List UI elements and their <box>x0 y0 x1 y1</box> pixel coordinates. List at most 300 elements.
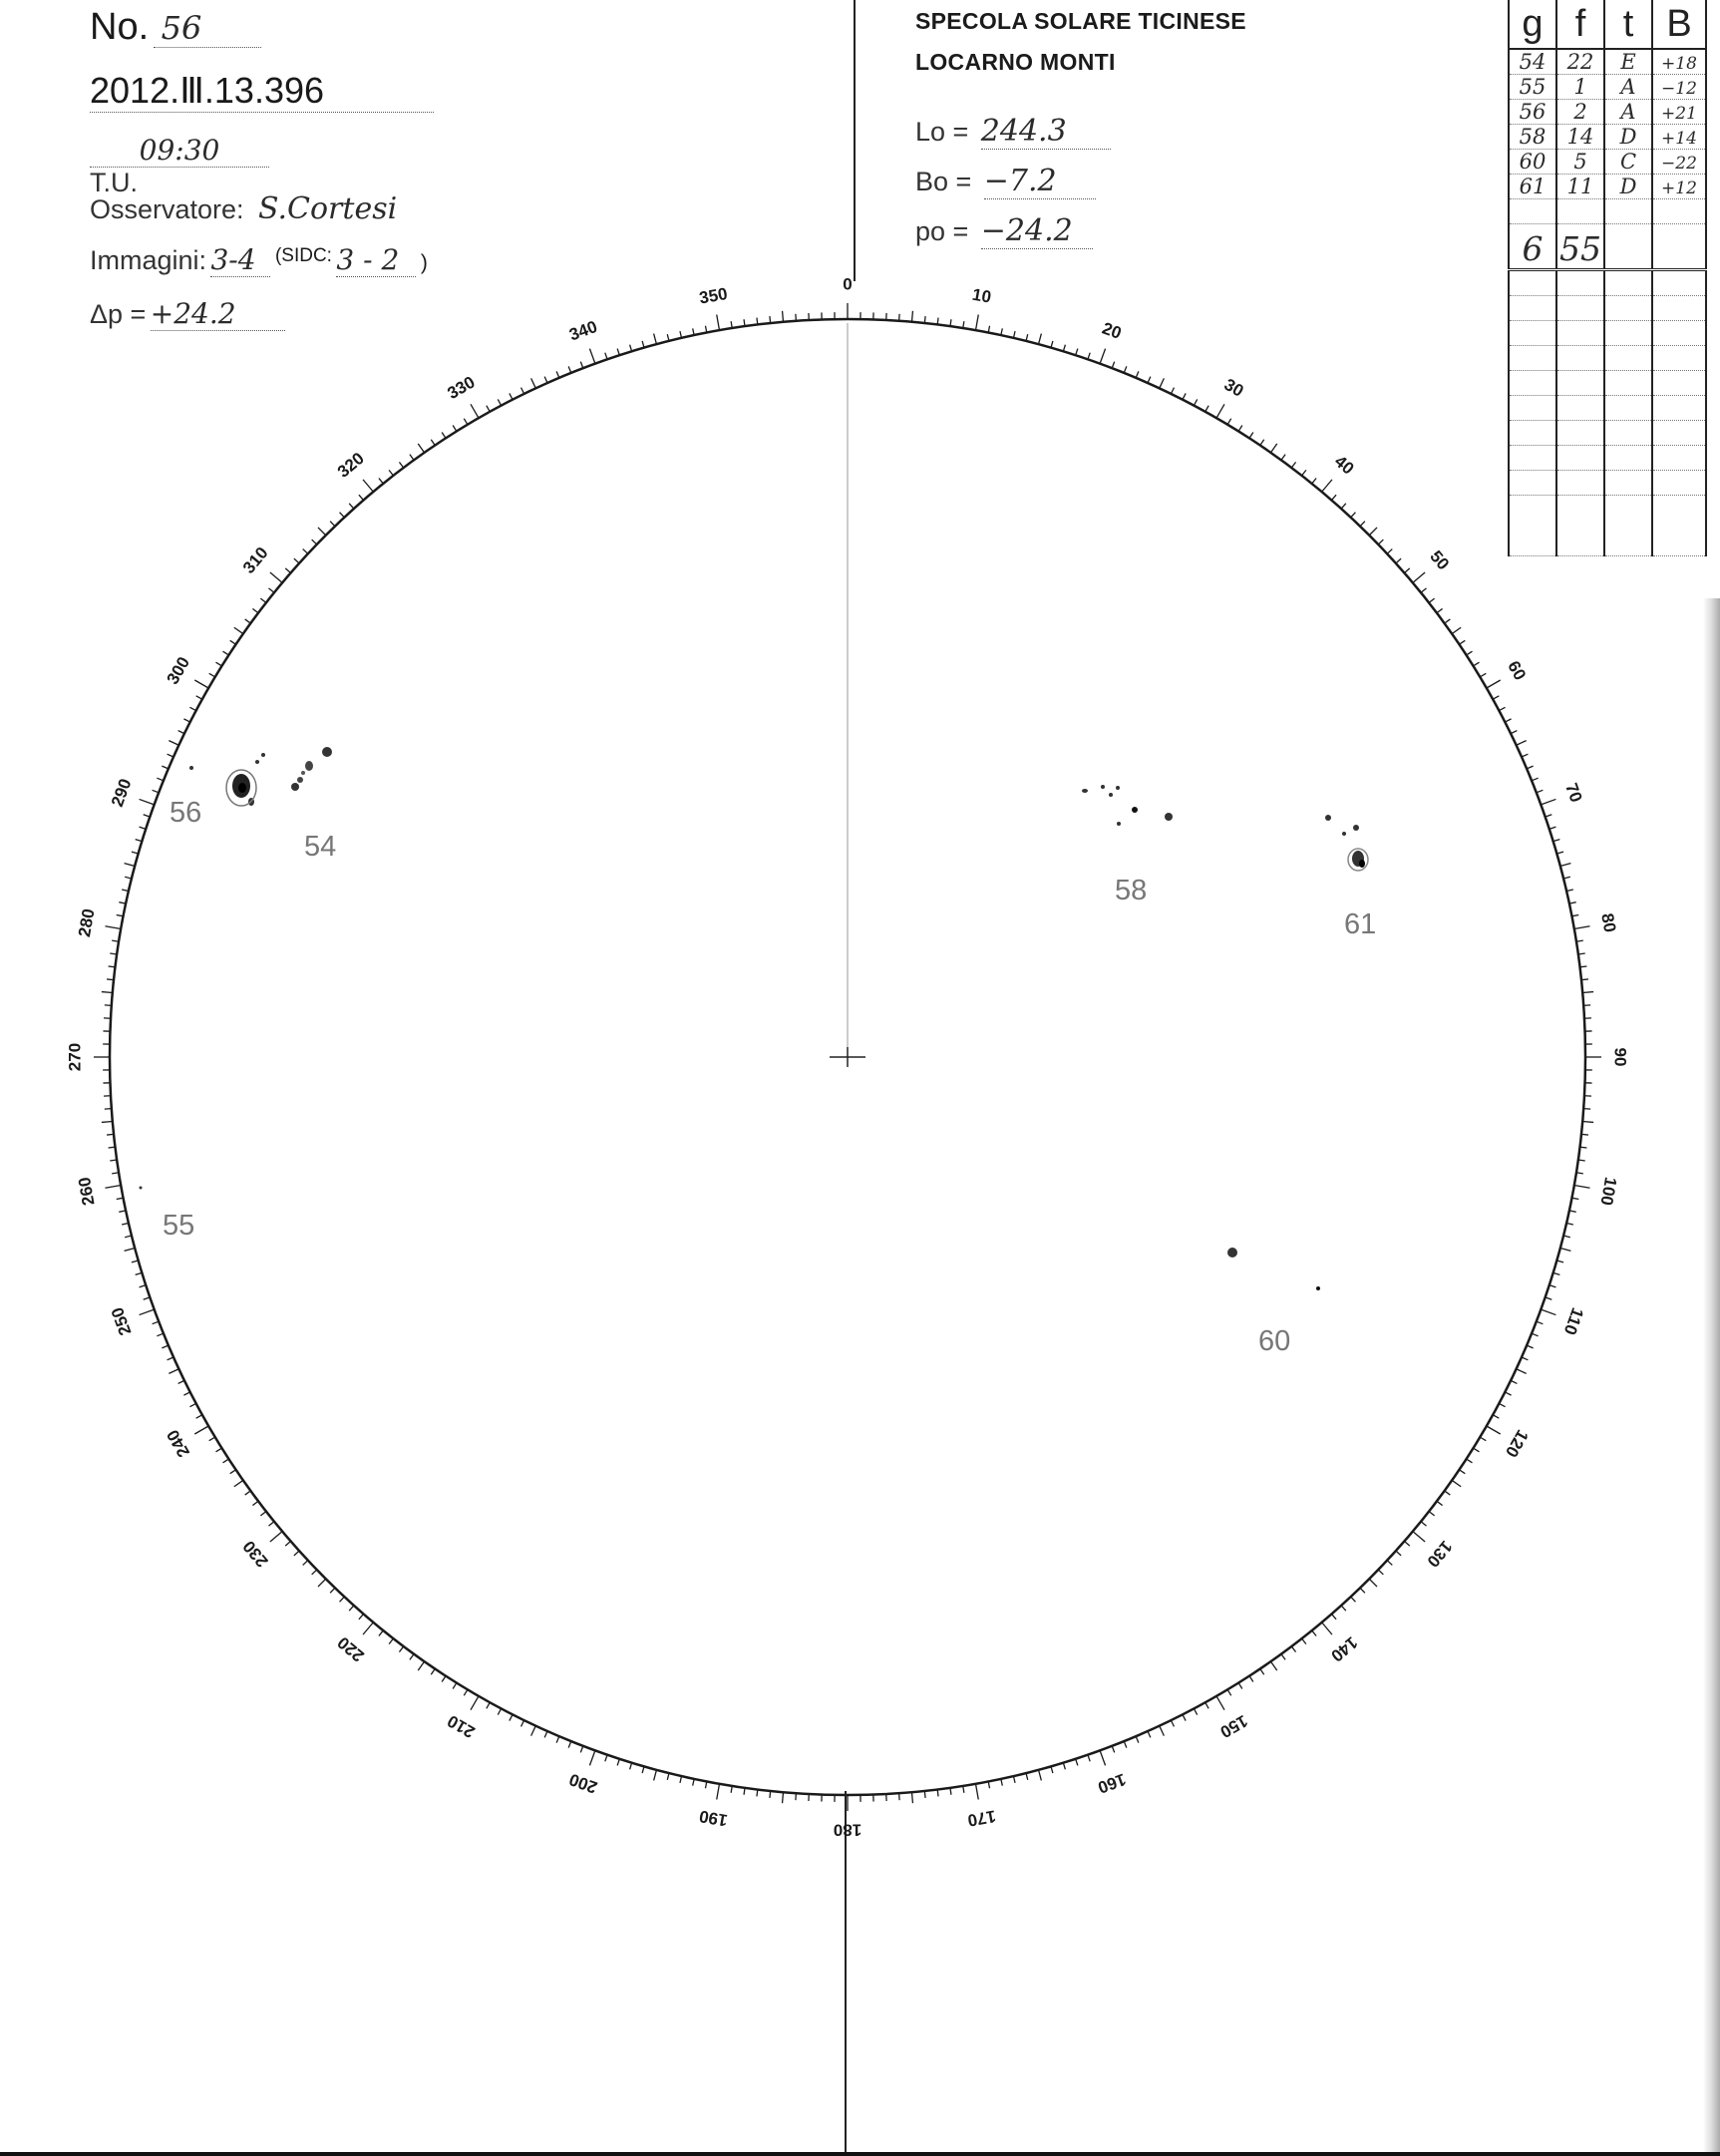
degree-tick <box>487 406 490 412</box>
degree-tick <box>471 1696 479 1710</box>
degree-tick <box>109 966 116 967</box>
degree-tick <box>1566 1223 1573 1225</box>
degree-tick <box>245 619 251 623</box>
group-label: 60 <box>1258 1325 1291 1357</box>
degree-tick <box>1001 1779 1002 1786</box>
degree-tick <box>162 1345 168 1348</box>
degree-tick <box>1396 558 1401 563</box>
degree-tick <box>132 1260 139 1262</box>
degree-tick <box>1088 1755 1090 1762</box>
degree-tick <box>294 558 299 563</box>
degree-tick <box>1563 877 1570 879</box>
degree-tick <box>1511 731 1517 734</box>
cell-g: 61 <box>1509 175 1556 199</box>
degree-tick <box>270 1532 282 1542</box>
degree-label: 10 <box>970 284 993 307</box>
degree-tick <box>379 1630 383 1635</box>
degree-tick <box>1499 1403 1505 1406</box>
degree-tick <box>1581 1134 1588 1135</box>
degree-tick <box>1312 1630 1316 1635</box>
degree-tick <box>140 1309 155 1314</box>
degree-tick <box>1249 433 1253 439</box>
degree-label: 20 <box>1099 318 1125 343</box>
degree-label: 240 <box>163 1426 194 1461</box>
degree-tick <box>1124 1741 1127 1747</box>
sheet-number-value: 56 <box>154 9 261 48</box>
degree-tick <box>183 1392 189 1395</box>
degree-tick <box>285 1541 290 1546</box>
sunspot <box>1316 1286 1320 1290</box>
degree-tick <box>1227 1689 1231 1695</box>
observation-time: 09:30 <box>90 134 269 168</box>
sunspot <box>238 783 246 793</box>
sunspot <box>1116 786 1120 790</box>
degree-tick <box>122 1223 129 1225</box>
degree-tick <box>1205 1702 1208 1708</box>
degree-tick <box>1532 1333 1538 1336</box>
degree-tick <box>1493 1415 1499 1418</box>
degree-tick <box>453 1683 457 1689</box>
degree-tick <box>680 331 682 338</box>
degree-tick <box>196 1415 202 1418</box>
group-label: 55 <box>163 1210 195 1242</box>
degree-tick <box>318 1579 326 1587</box>
degree-tick <box>359 1614 364 1618</box>
degree-tick <box>1437 1501 1443 1505</box>
degree-tick <box>580 1746 583 1753</box>
degree-label: 350 <box>697 283 730 308</box>
degree-tick <box>330 522 335 527</box>
cell-g: 58 <box>1509 125 1556 150</box>
degree-tick <box>107 1134 114 1135</box>
degree-tick <box>1331 495 1336 500</box>
degree-tick <box>157 1333 163 1336</box>
sunspot <box>140 1187 143 1190</box>
degree-tick <box>157 778 163 781</box>
degree-tick <box>1051 341 1053 348</box>
degree-label: 320 <box>333 448 368 482</box>
degree-tick <box>1487 680 1501 688</box>
degree-tick <box>1112 362 1115 369</box>
degree-tick <box>1474 662 1480 666</box>
degree-tick <box>521 388 524 394</box>
degree-tick <box>1039 334 1042 345</box>
degree-tick <box>1556 1260 1563 1262</box>
sunspot <box>1101 785 1105 789</box>
l0-label: Lo = <box>915 117 969 147</box>
degree-tick <box>531 378 536 388</box>
degree-tick <box>1546 1297 1552 1299</box>
degree-tick <box>1452 627 1461 633</box>
group-labels <box>163 797 1376 1357</box>
degree-tick <box>359 495 364 500</box>
degree-tick <box>109 1147 116 1148</box>
sunspot <box>1109 793 1113 797</box>
degree-tick <box>418 444 424 453</box>
degree-tick <box>937 1789 938 1796</box>
cell-t: D <box>1604 125 1652 150</box>
degree-tick <box>168 754 173 757</box>
degree-tick <box>757 1789 758 1796</box>
degree-tick <box>1569 1211 1576 1212</box>
degree-tick <box>1387 549 1392 554</box>
degree-tick <box>1553 1272 1560 1274</box>
degree-label: 70 <box>1561 780 1586 806</box>
degree-tick <box>223 651 229 655</box>
cell-f: 22 <box>1556 49 1604 75</box>
degree-label: 200 <box>566 1769 600 1798</box>
degree-tick <box>510 1714 513 1720</box>
sunspot <box>291 783 299 791</box>
degree-label: 110 <box>1559 1304 1587 1338</box>
degree-tick <box>330 1588 335 1593</box>
degree-tick <box>410 1654 414 1660</box>
degree-tick <box>119 1211 126 1212</box>
degree-tick <box>1581 979 1588 980</box>
degree-tick <box>1260 1668 1264 1674</box>
degree-tick <box>268 588 273 592</box>
degree-tick <box>1445 619 1451 623</box>
degree-tick <box>693 1779 694 1786</box>
degree-label: 30 <box>1220 374 1247 401</box>
degree-tick <box>340 1597 345 1602</box>
cell-f: 11 <box>1556 175 1604 199</box>
degree-label: 180 <box>833 1820 862 1840</box>
degree-tick <box>178 731 184 734</box>
cell-f: 5 <box>1556 150 1604 175</box>
degree-label: 100 <box>1596 1175 1621 1208</box>
b0-label: Bo = <box>915 167 972 196</box>
sheet-number-label: No. <box>90 6 150 48</box>
sunspot <box>1353 825 1359 831</box>
degree-tick <box>1351 1597 1356 1602</box>
cell-f: 14 <box>1556 125 1604 150</box>
observer-label: Osservatore: <box>90 194 244 224</box>
degree-tick <box>568 366 571 372</box>
degree-tick <box>1100 349 1105 364</box>
degree-tick <box>1522 754 1528 757</box>
degree-tick <box>1124 366 1127 372</box>
degree-tick <box>1270 1661 1276 1670</box>
degree-tick <box>1579 966 1586 967</box>
degree-tick <box>1026 1773 1028 1780</box>
degree-tick <box>340 513 345 518</box>
cell-b: −22 <box>1652 150 1706 175</box>
degree-tick <box>1563 1236 1570 1238</box>
degree-tick <box>1281 455 1285 461</box>
degree-tick <box>1322 1622 1332 1634</box>
degree-tick <box>162 766 168 769</box>
degree-tick <box>1579 1147 1586 1148</box>
degree-tick <box>1360 522 1365 527</box>
degree-tick <box>498 1708 501 1714</box>
degree-tick <box>189 1403 195 1406</box>
degree-tick <box>1227 419 1231 425</box>
degree-tick <box>1270 444 1276 453</box>
degree-tick <box>1487 1426 1501 1434</box>
degree-tick <box>122 890 129 892</box>
degree-tick <box>102 992 113 993</box>
degree-tick <box>1171 1720 1174 1726</box>
degree-tick <box>1445 1491 1451 1495</box>
degree-tick <box>363 1622 373 1634</box>
degree-tick <box>107 979 114 980</box>
degree-tick <box>1541 799 1555 804</box>
degree-tick <box>209 1437 215 1441</box>
degree-tick <box>1499 707 1505 710</box>
degree-tick <box>1291 462 1295 468</box>
degree-tick <box>924 1791 925 1798</box>
degree-label: 0 <box>843 274 853 294</box>
sunspot <box>261 753 265 757</box>
degree-tick <box>1238 426 1242 432</box>
cell-t: A <box>1604 100 1652 125</box>
degree-tick <box>1437 608 1443 612</box>
degree-tick <box>589 349 594 364</box>
observatory-location: LOCARNO MONTI <box>915 49 1116 75</box>
degree-tick <box>1537 790 1544 793</box>
degree-tick <box>1216 404 1224 418</box>
degree-tick <box>216 1448 222 1452</box>
sunspot <box>255 760 259 764</box>
degree-tick <box>234 627 243 633</box>
degree-tick <box>1505 1392 1511 1395</box>
degree-tick <box>223 1459 229 1463</box>
degree-tick <box>1194 399 1197 405</box>
degree-tick <box>1148 1731 1151 1737</box>
degree-tick <box>153 1321 160 1324</box>
degree-tick <box>318 528 326 536</box>
degree-tick <box>1063 345 1065 352</box>
col-header-f: f <box>1556 0 1604 49</box>
degree-tick <box>442 433 446 439</box>
degree-label: 160 <box>1095 1769 1129 1798</box>
degree-tick <box>431 1668 435 1674</box>
degree-tick <box>1378 1570 1383 1575</box>
group-label: 54 <box>304 831 337 863</box>
degree-tick <box>783 311 784 322</box>
degree-label: 150 <box>1216 1710 1251 1742</box>
degree-tick <box>1171 388 1174 394</box>
degree-tick <box>1546 815 1552 817</box>
degree-tick <box>1051 1766 1053 1773</box>
delta-p-value: +24.2 <box>151 297 285 331</box>
degree-tick <box>312 1570 317 1575</box>
sunspot <box>1342 832 1346 836</box>
degree-tick <box>617 1759 619 1766</box>
sunspot <box>189 766 193 770</box>
degree-tick <box>1549 827 1556 829</box>
cell-t: C <box>1604 150 1652 175</box>
degree-tick <box>169 1369 178 1374</box>
degree-tick <box>1369 528 1377 536</box>
degree-tick <box>1160 378 1165 388</box>
degree-tick <box>1216 1696 1224 1710</box>
degree-tick <box>1404 1541 1409 1546</box>
total-spots: 55 <box>1556 224 1604 270</box>
degree-tick <box>169 741 178 746</box>
degree-tick <box>1527 1345 1533 1348</box>
degree-tick <box>1480 673 1486 677</box>
degree-tick <box>510 393 513 399</box>
degree-label: 270 <box>65 1042 85 1072</box>
degree-tick <box>260 598 266 602</box>
group-label: 58 <box>1115 875 1148 906</box>
sidc-label: (SIDC: <box>274 245 332 266</box>
degree-tick <box>1522 1357 1528 1360</box>
degree-tick <box>349 1606 354 1611</box>
degree-tick <box>245 1491 251 1495</box>
degree-tick <box>178 1380 184 1383</box>
degree-tick <box>654 1770 657 1781</box>
degree-tick <box>260 1512 266 1516</box>
degree-tick <box>1112 1746 1115 1753</box>
degree-tick <box>1569 902 1576 903</box>
degree-tick <box>1505 719 1511 722</box>
degree-label: 40 <box>1330 451 1358 479</box>
delta-p-label: Δp = <box>90 299 147 329</box>
sunspot <box>1132 807 1138 813</box>
degree-tick <box>1553 840 1560 842</box>
degree-label: 140 <box>1327 1632 1362 1666</box>
degree-tick <box>230 640 236 644</box>
degree-tick <box>924 316 925 323</box>
degree-tick <box>303 549 308 554</box>
col-header-t: t <box>1604 0 1652 49</box>
degree-tick <box>568 1741 571 1747</box>
degree-tick <box>630 1763 632 1770</box>
degree-tick <box>464 1689 468 1695</box>
degree-tick <box>1088 353 1090 360</box>
degree-tick <box>252 1501 258 1505</box>
cell-t: A <box>1604 75 1652 100</box>
degree-label: 210 <box>444 1710 479 1742</box>
degree-label: 190 <box>697 1806 730 1831</box>
degree-tick <box>125 877 132 879</box>
degree-tick <box>911 311 912 322</box>
degree-tick <box>1537 1321 1544 1324</box>
degree-label: 50 <box>1426 546 1454 574</box>
sunspot <box>1359 860 1365 868</box>
observer-name: S.Cortesi <box>258 191 398 226</box>
degree-tick <box>1341 1606 1346 1611</box>
sidc-close: ) <box>420 251 428 274</box>
degree-tick <box>1331 1614 1336 1618</box>
degree-tick <box>102 1121 113 1122</box>
degree-tick <box>1341 504 1346 509</box>
degree-tick <box>1429 1512 1435 1516</box>
degree-tick <box>1566 890 1573 892</box>
degree-tick <box>1532 778 1538 781</box>
degree-tick <box>1160 1726 1165 1736</box>
degree-tick <box>1560 864 1571 867</box>
degree-tick <box>1421 1522 1426 1526</box>
degree-tick <box>1582 1121 1593 1122</box>
degree-tick <box>1421 588 1426 592</box>
degree-label: 260 <box>74 1175 99 1208</box>
degree-tick <box>194 680 208 688</box>
cell-t: D <box>1604 175 1652 199</box>
degree-tick <box>194 1426 208 1434</box>
degree-tick <box>144 815 151 817</box>
degree-tick <box>654 334 657 345</box>
degree-label: 60 <box>1504 657 1531 684</box>
degree-tick <box>544 377 547 383</box>
degree-label: 170 <box>965 1806 998 1831</box>
degree-tick <box>1574 926 1590 929</box>
p0-value: −24.2 <box>981 213 1093 249</box>
degree-tick <box>119 902 126 903</box>
sunspot <box>1165 813 1173 821</box>
degree-label: 330 <box>444 372 479 404</box>
degree-tick <box>399 1646 403 1652</box>
cell-f: 2 <box>1556 100 1604 125</box>
degree-tick <box>294 1551 299 1556</box>
degree-tick <box>1369 1579 1377 1587</box>
degree-label: 120 <box>1501 1426 1533 1461</box>
degree-tick <box>1322 480 1332 492</box>
degree-tick <box>937 318 938 325</box>
degree-tick <box>531 1726 536 1736</box>
degree-tick <box>379 478 383 483</box>
degree-tick <box>442 1676 446 1682</box>
cell-g: 56 <box>1509 100 1556 125</box>
degree-tick <box>464 419 468 425</box>
degree-tick <box>268 1522 273 1526</box>
degree-tick <box>136 840 143 842</box>
degree-tick <box>1459 640 1465 644</box>
group-label: 56 <box>170 797 202 829</box>
degree-label: 90 <box>1610 1047 1630 1067</box>
cell-t: E <box>1604 49 1652 75</box>
degree-tick <box>717 1784 720 1800</box>
degree-tick <box>1291 1646 1295 1652</box>
degree-tick <box>1517 741 1527 746</box>
degree-tick <box>168 1357 173 1360</box>
degree-tick <box>975 314 978 330</box>
degree-tick <box>521 1720 524 1726</box>
degree-tick <box>389 1638 393 1644</box>
degree-tick <box>487 1702 490 1708</box>
degree-tick <box>617 349 619 356</box>
degree-tick <box>1136 371 1139 377</box>
cell-g: 55 <box>1509 75 1556 100</box>
degree-tick <box>399 462 403 468</box>
degree-tick <box>1404 568 1409 573</box>
degree-tick <box>556 371 559 377</box>
degree-tick <box>1194 1708 1197 1714</box>
degree-tick <box>216 662 222 666</box>
cell-b: +21 <box>1652 100 1706 125</box>
degree-tick <box>105 926 121 929</box>
degree-tick <box>209 673 215 677</box>
cell-g: 60 <box>1509 150 1556 175</box>
p0-label: po = <box>915 216 969 246</box>
degree-tick <box>605 1755 607 1762</box>
degree-tick <box>125 1249 136 1252</box>
degree-label: 250 <box>107 1304 136 1338</box>
degree-tick <box>783 1792 784 1803</box>
degree-tick <box>1474 1448 1480 1452</box>
degree-tick <box>1238 1683 1242 1689</box>
degree-tick <box>1076 1759 1078 1766</box>
col-header-b: B <box>1652 0 1706 49</box>
degree-tick <box>389 470 393 476</box>
degree-tick <box>642 1766 644 1773</box>
degree-tick <box>270 572 282 582</box>
degree-tick <box>1582 992 1593 993</box>
degree-tick <box>544 1731 547 1737</box>
